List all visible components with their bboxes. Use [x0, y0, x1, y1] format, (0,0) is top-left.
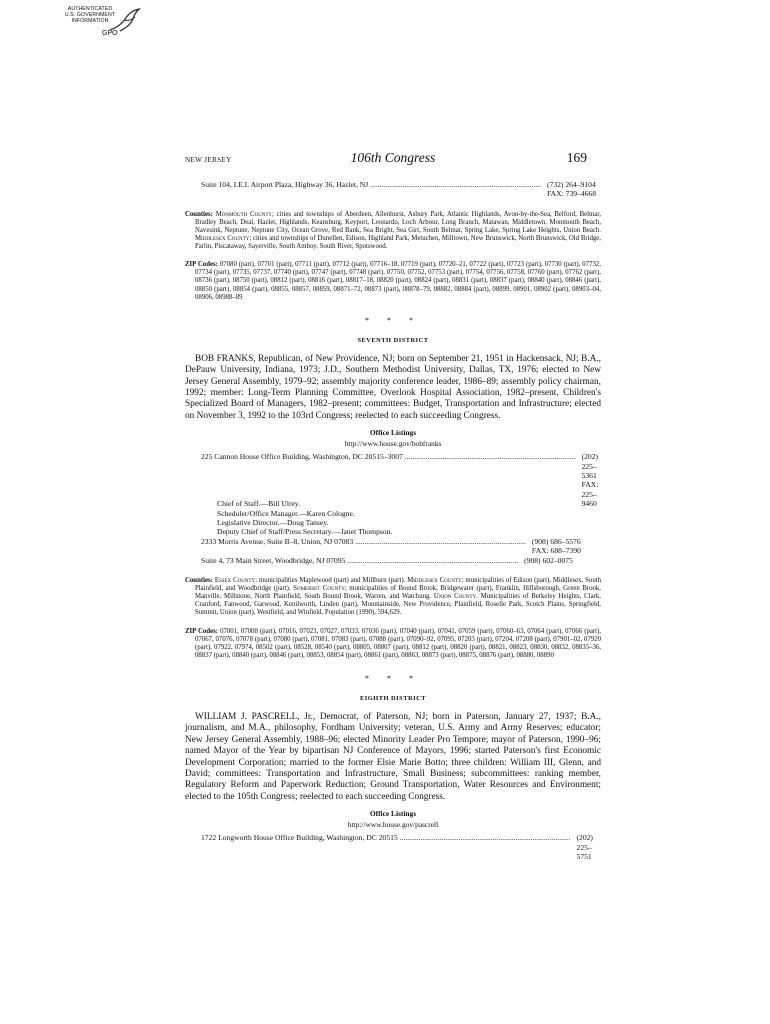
- dot-leader: ..........................................................................................: [347, 555, 519, 565]
- county-name: Monmouth County: [215, 210, 273, 218]
- office-address: [201, 556, 518, 565]
- seventh-office-listing: [185, 452, 601, 565]
- office-row: [201, 180, 601, 199]
- gpo-mark: GPO: [102, 30, 118, 37]
- member-name: WILLIAM J. PASCRELL, Jr.: [195, 711, 313, 722]
- office-address-text: Suite 4, 73 Main Street, Woodbridge, NJ 07095: [201, 555, 346, 565]
- county-name: Middlesex County: [195, 235, 250, 243]
- zip-label: ZIP Codes:: [185, 261, 218, 269]
- office-address-text: 2333 Morris Avenue, Suite B–8, Union, NJ 07083: [201, 536, 354, 546]
- county-name: Essex County: [214, 577, 256, 585]
- section-separator: * * *: [365, 315, 421, 325]
- office-fax: FAX: 739–4668: [547, 189, 597, 199]
- counties-label: Counties:: [185, 210, 213, 218]
- zip-label: ZIP Codes:: [185, 627, 219, 635]
- member-bio: [185, 712, 601, 803]
- staff-entry: Chief of Staff.—Bill Ulrey.: [217, 499, 301, 509]
- office-phone-block: [541, 180, 601, 199]
- member-bio-text: , Republican, of New Providence, NJ; born on September 21, 1951 in Hackensack, NJ; B.A., DePauw University, Indiana, 1973; J.D., Southern Methodist University, Dallas, TX, 1976; elected to New Jersey General Assembly, 1979–92; assembly majority conference leader, 1986–89; assembly policy chairman, 1992; member: Long-Term Planning Committee, Overlook Hospital Association, 1982–present, Children's Specialized Board of Managers, 1982–present; committees: Budget, Transportation and Infrastructure; elected on November 3, 1992 to the 103rd Congress; reelected to each succeeding Congress.: [185, 353, 602, 421]
- running-head-state: NEW JERSEY: [185, 156, 232, 164]
- office-address: [201, 833, 571, 861]
- county-name: Somerset County: [293, 585, 345, 593]
- county-name: Middlesex County: [407, 577, 462, 585]
- member-website-link[interactable]: http://www.house.gov/bobfranks: [344, 439, 442, 449]
- zip-text: 07001, 07008 (part), 07016, 07023, 07027, 07033, 07036 (part), 07040 (part), 07041, 07059 (part), 07060–63, 07064 (part), 07066 (part), 07067, 07076, 07078 (part), 07080 (part), 07081, 07083 (part), 07088 (part), 07090–92, 07095, 07203 (part), 07204, 07208 (part), 07901–02, 07920 (part), 07922, 07974, 08502 (part), 08528, 08540 (part), 08805, 08807 (part), 08812 (part), 08820 (part), 08821, 08823, 08830, 08832, 08835–36, 08837 (part), 08840 (part), 08846 (part), 08853, 08854 (part), 08861 (part), 08863, 08873 (part), 08875, 08876 (part), 08880, 08890: [195, 627, 601, 659]
- gpo-badge-line: AUTHENTICATED: [67, 6, 113, 12]
- office-phone: (202) 225–5751: [576, 833, 593, 861]
- staff-entry: Legislative Director.—Doug Tansey.: [217, 518, 329, 528]
- document-page: [185, 150, 601, 861]
- district-heading: EIGHTH DISTRICT: [360, 694, 426, 702]
- counties-text: ; municipalities of Edison (part), Middlesex, South Plainfield, and Woodbridge (part).: [195, 577, 602, 593]
- office-fax: FAX: 688–7390: [531, 546, 581, 556]
- office-listings-heading: Office Listings: [369, 809, 417, 819]
- dot-leader: ..........................................................................................: [404, 452, 576, 462]
- sixth-counties: [185, 211, 601, 251]
- zip-text: 07080 (part), 07701 (part), 07711 (part), 07712 (part), 07716–18, 07719 (part), 07720–21, 07722 (part), 07723 (part), 07730 (part), 07732, 07734 (part), 07735, 07737, 07740 (part), 07747 (part), 07748 (part), 07750, 07752, 07753 (part), 07754, 07756, 07758, 07760 (part), 07762 (part), 08736 (part), 08750 (part), 08812 (part), 08816 (part), 08817–18, 08820 (part), 08824 (part), 08831 (part), 08837 (part), 08840 (part), 08846 (part), 08850 (part), 08854 (part), 08855, 08857, 08859, 08871–72, 08873 (part), 08878–79, 08882, 08884 (part), 08899, 08901, 08902 (part), 08903–04, 08906, 08988–89: [195, 261, 602, 301]
- counties-text: ; cities and townships of Aberdeen, Allenhurst, Asbury Park, Atlantic Highlands, Avon-by-the-Sea, Belford, Belmar, Bradley Beach, Deal, Hazlet, Highlands, Keansburg, Keyport, Leonardo, Loch Arbour, Long Branch, Matawan, Middletown, Monmouth Beach, Navesink, Neptune, Neptune City, Ocean Grove, Red Bank, Sea Bright, Sea Girt, South Belmar, Spring Lake, Spring Lake Heights, Union Beach.: [195, 210, 602, 234]
- eagle-icon: [106, 6, 142, 36]
- seventh-zip-codes: [185, 628, 601, 660]
- office-address: [201, 537, 526, 556]
- staff-entry: Deputy Chief of Staff/Press Secretary.—Janet Thompson.: [217, 527, 393, 537]
- office-address-text: 225 Cannon House Office Building, Washington, DC 20515–3007: [201, 452, 403, 462]
- gpo-authentication-badge: [62, 6, 146, 40]
- office-phone: (202) 225–5361: [581, 452, 599, 480]
- office-address-text: 1722 Longworth House Office Building, Washington, DC 20515: [201, 833, 398, 843]
- dot-leader: ..........................................................................................: [355, 536, 526, 546]
- office-listings-heading: Office Listings: [369, 428, 417, 438]
- counties-text: . Municipalities of Berkeley Heights, Clark, Cranford, Fanwood, Garwood, Kenilworth, Linden (part), Mountainside, New Providence, Plainfield, Roselle Park, Scotch Plains, Springfield, Summit, Union (part), Westfield, and Winfield. Population (1990), 594,629.: [195, 593, 601, 617]
- counties-label: Counties:: [185, 577, 213, 585]
- office-phone: (908) 602–0075: [524, 555, 573, 565]
- office-phone: (732) 264–9104: [547, 180, 596, 189]
- page-number: 169: [566, 150, 587, 165]
- staff-entry: Scheduler/Office Manager.—Karen Cologne.: [217, 508, 355, 518]
- running-head: [185, 150, 601, 172]
- office-row: [201, 833, 601, 861]
- member-website-link[interactable]: http://www.house.gov/pascrell: [347, 820, 439, 830]
- district-heading: SEVENTH DISTRICT: [357, 336, 429, 344]
- office-row: [201, 537, 601, 556]
- seventh-counties: [185, 577, 601, 617]
- office-phone: (908) 686–5576: [531, 536, 581, 546]
- member-bio: [185, 354, 601, 422]
- office-phone-block: [571, 833, 601, 861]
- county-name: Union County: [433, 593, 477, 601]
- sixth-zip-codes: [185, 261, 601, 301]
- sixth-office-listing: [185, 180, 601, 199]
- dot-leader: ..........................................................................................: [399, 833, 571, 843]
- gpo-badge-line: U.S. GOVERNMENT: [64, 12, 116, 19]
- member-bio-text: , Democrat, of Paterson, NJ; born in Paterson, January 27, 1937; B.A., journalism, and M.A., philosophy, Fordham University; veteran, U.S. Army and Army Reserves; educator; New Jersey General Assembly, 1988–96; elected Minority Leader Pro Tempore; mayor of Paterson, 1990–96; named Mayor of the Year by bipartisan NJ Conference of Mayors, 1996; started Paterson's first Economic Development Corporation; married to the former Elsie Marie Botto; three children: William III, Glenn, and David; committees: Transportation and Infrastructure, Small Business; subcommittees: ranking member, Regulatory Reform and Paperwork Reduction; Ground Transportation, Water Resources and Environment; elected to the 105th Congress; reelected to each succeeding Congress.: [185, 711, 601, 802]
- eighth-office-listing: [185, 833, 601, 861]
- running-head-title: 106th Congress: [350, 150, 436, 165]
- office-address-text: Suite 104, I.E.I. Airport Plaza, Highway 36, Hazlet, NJ: [201, 180, 369, 189]
- office-phone-block: [518, 556, 601, 565]
- counties-text: ; municipalities Maplewood (part) and Millburn (part).: [255, 577, 406, 585]
- office-address: [201, 180, 541, 199]
- counties-text: ; municipalities of Bound Brook, Bridgewater (part), Franklin, Hillsborough, Green Brook, Manville, Millstone, North Plainfield, South Bound Brook, Warren, and Watchung.: [195, 585, 602, 601]
- office-phone-block: [526, 537, 601, 556]
- office-fax: FAX: 225–9460: [581, 480, 599, 509]
- dot-leader: ..........................................................................................: [370, 180, 542, 189]
- section-separator: * * *: [365, 673, 421, 683]
- gpo-badge-line: INFORMATION: [71, 18, 109, 25]
- office-phone-block: [576, 452, 601, 508]
- member-name: BOB FRANKS: [195, 353, 254, 364]
- counties-text: ; cities and townships of Dunellen, Edison, Highland Park, Metuchen, Milltown, New Brunswick, North Brunswick, Old Bridge, Parlin, Piscataway, Sayerville, South Amboy, South River, Spotswood.: [195, 235, 602, 251]
- office-row: [201, 556, 601, 565]
